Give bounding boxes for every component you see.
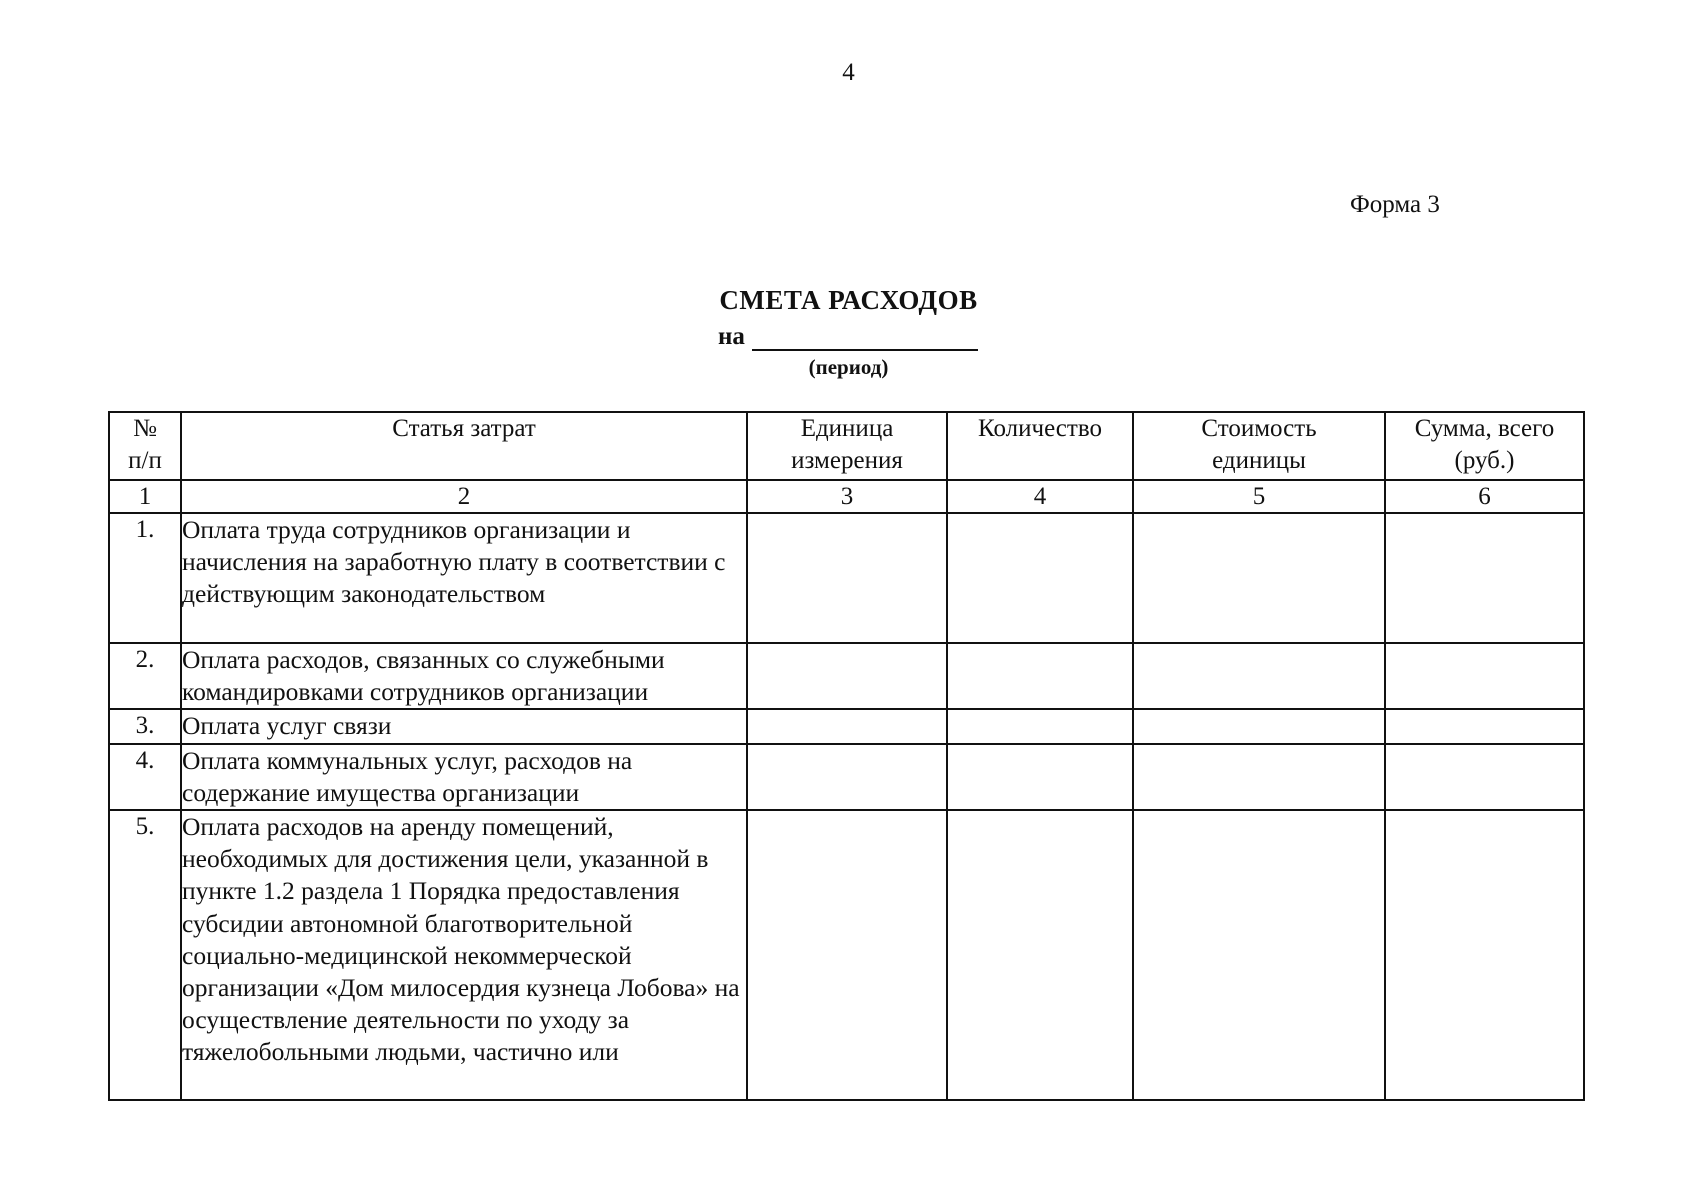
unit-cell xyxy=(747,744,947,810)
unit-cost-cell xyxy=(1133,744,1385,810)
period-blank-line xyxy=(752,349,978,351)
cost-item-cell: Оплата труда сотрудников организации и начисления на заработную плату в соответствии с действующим законодательством xyxy=(181,513,747,643)
column-number: 3 xyxy=(747,480,947,513)
header-total: Сумма, всего (руб.) xyxy=(1385,412,1584,480)
row-number: 4. xyxy=(109,744,181,810)
total-cell xyxy=(1385,643,1584,709)
table-row xyxy=(109,709,1584,743)
page-number: 4 xyxy=(842,59,855,86)
cost-item-cell: Оплата расходов, связанных со служебными командировками сотрудников организации xyxy=(181,643,747,709)
header-unit-cost: Стоимость единицы xyxy=(1133,412,1385,480)
cost-item-cell: Оплата услуг связи xyxy=(181,709,747,743)
column-number: 4 xyxy=(947,480,1133,513)
estimate-table xyxy=(108,411,1585,1101)
column-number-row xyxy=(109,480,1584,513)
table-header-row xyxy=(109,412,1584,480)
table-row xyxy=(109,643,1584,709)
estimate-table-container xyxy=(108,411,1583,1101)
document-title: СМЕТА РАСХОДОВ xyxy=(719,285,978,315)
form-label: Форма 3 xyxy=(1350,191,1440,218)
period-prefix: на xyxy=(718,323,745,350)
quantity-cell xyxy=(947,709,1133,743)
row-number: 1. xyxy=(109,513,181,643)
unit-cost-cell xyxy=(1133,643,1385,709)
unit-cell xyxy=(747,810,947,1100)
total-cell xyxy=(1385,810,1584,1100)
unit-cost-cell xyxy=(1133,513,1385,643)
total-cell xyxy=(1385,744,1584,810)
quantity-cell xyxy=(947,643,1133,709)
unit-cell xyxy=(747,513,947,643)
unit-cost-cell xyxy=(1133,810,1385,1100)
row-number: 2. xyxy=(109,643,181,709)
total-cell xyxy=(1385,709,1584,743)
cost-item-cell: Оплата коммунальных услуг, расходов на содержание имущества организации xyxy=(181,744,747,810)
column-number: 5 xyxy=(1133,480,1385,513)
header-cost-item: Статья затрат xyxy=(181,412,747,480)
period-line xyxy=(718,322,998,356)
row-number: 5. xyxy=(109,810,181,1100)
period-caption: (период) xyxy=(808,355,889,379)
cost-item-cell: Оплата расходов на аренду помещений, необходимых для достижения цели, указанной в пункте 1.2 раздела 1 Порядка предоставления субсидии автономной благотворительной социально-медицинской некоммерческой организации «Дом милосердия кузнеца Лобова» на осуществление деятельности по уходу за тяжелобольными людьми, частично или xyxy=(181,810,747,1100)
quantity-cell xyxy=(947,810,1133,1100)
header-quantity: Количество xyxy=(947,412,1133,480)
column-number: 1 xyxy=(109,480,181,513)
unit-cost-cell xyxy=(1133,709,1385,743)
header-unit: Единица измерения xyxy=(747,412,947,480)
unit-cell xyxy=(747,709,947,743)
header-number: № п/п xyxy=(109,412,181,480)
column-number: 6 xyxy=(1385,480,1584,513)
unit-cell xyxy=(747,643,947,709)
quantity-cell xyxy=(947,513,1133,643)
table-row xyxy=(109,513,1584,643)
table-row xyxy=(109,810,1584,1100)
column-number: 2 xyxy=(181,480,747,513)
quantity-cell xyxy=(947,744,1133,810)
table-row xyxy=(109,744,1584,810)
total-cell xyxy=(1385,513,1584,643)
row-number: 3. xyxy=(109,709,181,743)
